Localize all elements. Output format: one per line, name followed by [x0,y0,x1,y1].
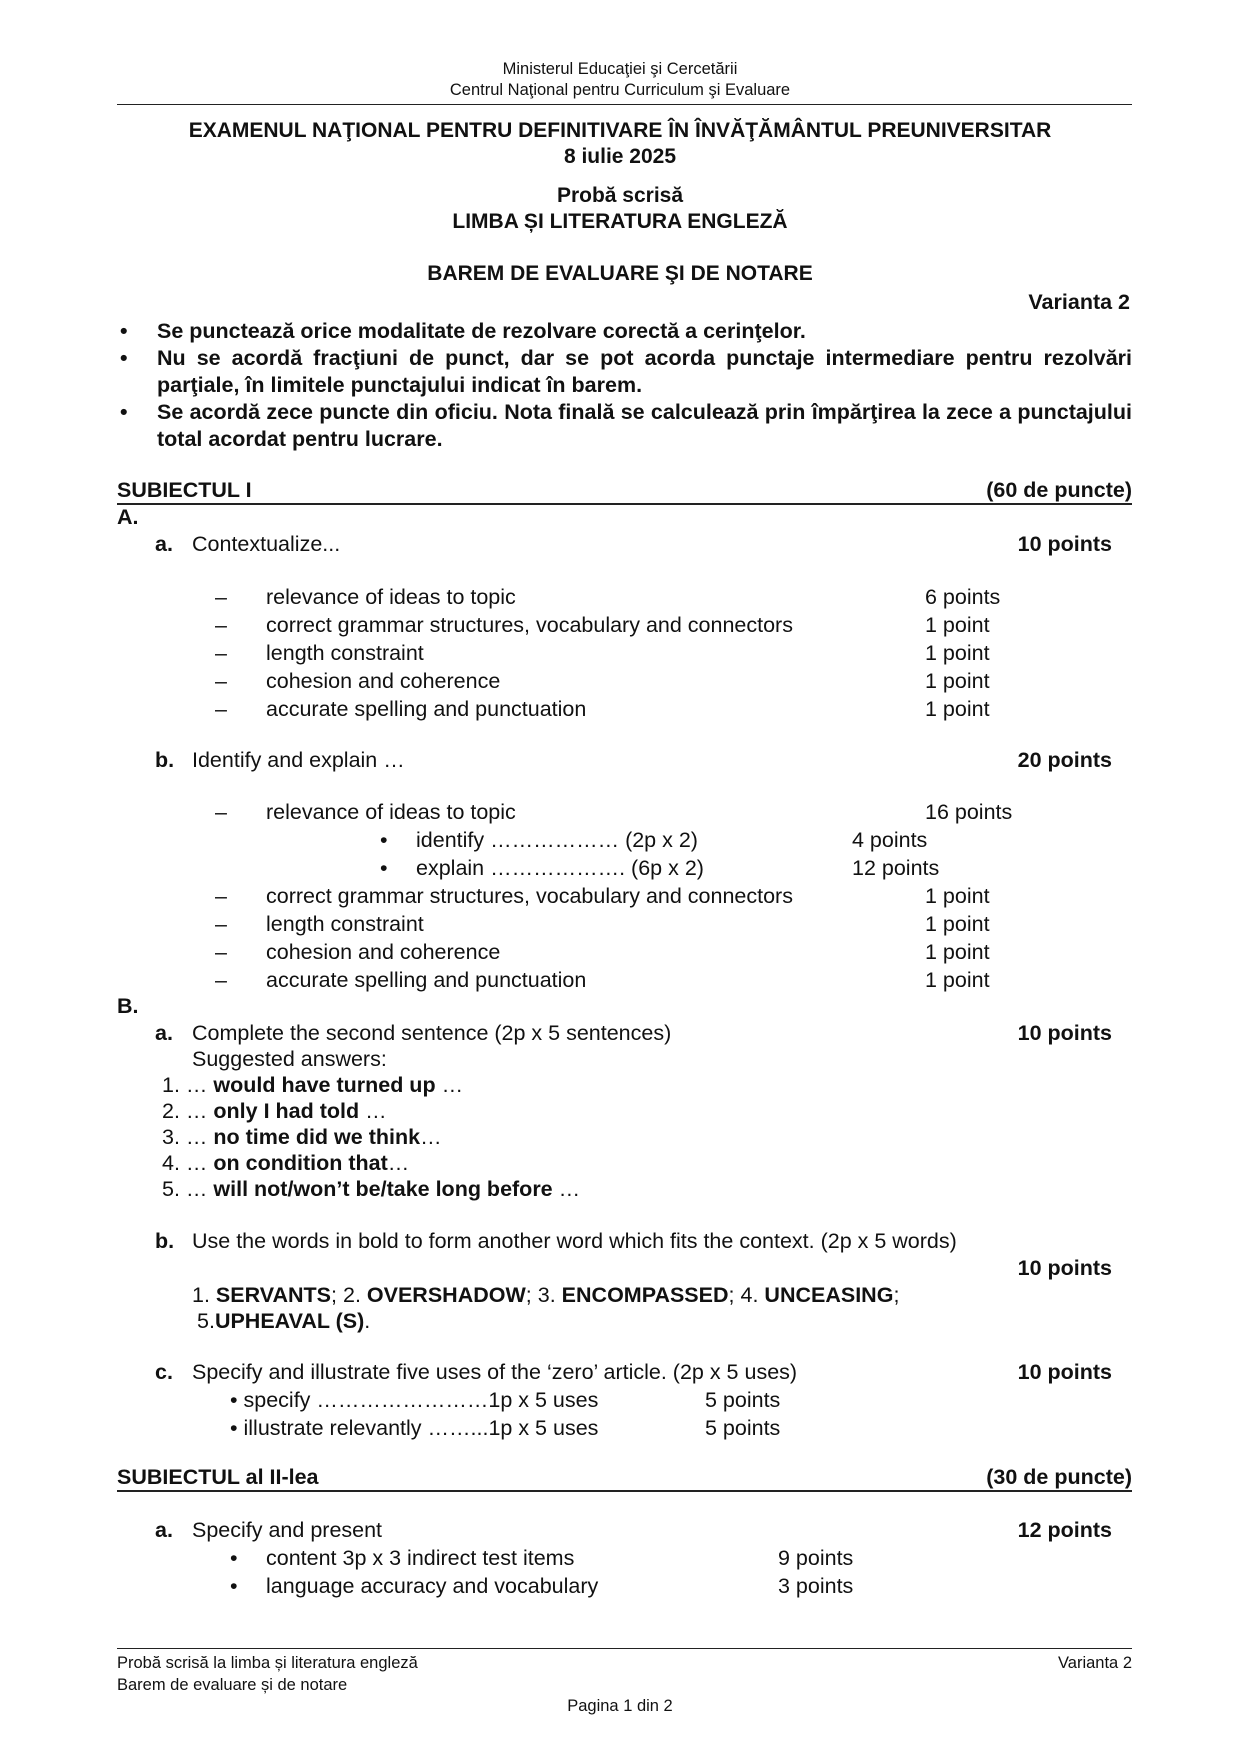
answer-number: 2. [162,1099,180,1123]
answer-ellipsis: … [185,1177,208,1201]
answer-ellipsis: … [185,1073,208,1097]
criterion-points: 1 point [925,940,990,964]
word-list [192,1283,899,1308]
answer-text: will not/won’t be/take long before [213,1177,553,1201]
variant-label: Varianta 2 [1028,290,1130,314]
item-letter: a. [155,1021,173,1045]
item-points: 10 points [1017,1021,1112,1045]
subcriterion-points: 4 points [852,828,928,852]
item-letter: b. [155,1229,175,1253]
bullet-icon: • [380,828,388,852]
item-letter: b. [155,748,175,772]
bullet-icon: • [120,319,128,343]
answer-ellipsis: … [185,1099,208,1123]
item-points: 10 points [1017,532,1112,556]
dash-icon: – [215,800,227,824]
criterion-text: relevance of ideas to topic [266,585,516,609]
criterion-text: cohesion and coherence [266,940,501,964]
exam-date: 8 iulie 2025 [563,145,677,168]
criterion-text: correct grammar structures, vocabulary and connectors [266,613,793,637]
word-number: 3. [537,1283,556,1307]
subject-name: LIMBA ȘI LITERATURA ENGLEZĂ [452,210,788,233]
item-letter: c. [155,1360,173,1384]
item-points: 10 points [1017,1256,1112,1280]
answer-number: 1. [162,1073,180,1097]
answer-row [162,1177,580,1202]
answer-ellipsis: … [185,1125,208,1149]
subcriterion-points: 5 points [705,1388,781,1412]
test-type: Probă scrisă [556,184,684,207]
subcriterion-points: 3 points [778,1574,854,1598]
word-separator: ; [728,1283,735,1307]
subcriterion-text: explain ………………. (6p x 2) [416,856,704,880]
ministry-name: Ministerul Educaţiei şi Cercetării [502,60,738,78]
word-separator: . [364,1309,371,1333]
item-points: 12 points [1017,1518,1112,1542]
answer-text: on condition that [213,1151,388,1175]
footer-rule [117,1648,1132,1649]
section-b-label: B. [117,994,139,1018]
item-task: Specify and illustrate five uses of the ‘zero’ article. (2p x 5 uses) [192,1360,798,1384]
criterion-points: 16 points [925,800,1013,824]
word-answer: ENCOMPASSED [561,1283,729,1307]
rule-text: Se punctează orice modalitate de rezolvare corectă a cerinţelor. [157,319,806,343]
criterion-text: correct grammar structures, vocabulary and connectors [266,884,793,908]
answer-text: would have turned up [213,1073,436,1097]
item-letter: a. [155,532,173,556]
word-separator: ; [331,1283,337,1307]
item-task: Specify and present [192,1518,383,1542]
subject2-points: (30 de puncte) [986,1465,1132,1489]
item-task: Complete the second sentence (2p x 5 sentences) [192,1021,672,1045]
dash-icon: – [215,884,227,908]
criterion-points: 1 point [925,641,990,665]
dash-icon: – [215,968,227,992]
subcriterion-points: 5 points [705,1416,781,1440]
criterion-text: accurate spelling and punctuation [266,968,587,992]
subject1-rule [117,503,1132,505]
answer-ellipsis: … [185,1151,208,1175]
word-separator: ; [525,1283,532,1307]
dash-icon: – [215,940,227,964]
subcriterion-points: 9 points [778,1546,854,1570]
exam-title: EXAMENUL NAŢIONAL PENTRU DEFINITIVARE ÎN ÎNVĂŢĂMÂNTUL PREUNIVERSITAR [188,119,1052,142]
bullet-icon: • [120,346,128,370]
criterion-points: 1 point [925,912,990,936]
dash-icon: – [215,912,227,936]
item-points: 10 points [1017,1360,1112,1384]
section-a-label: A. [117,505,139,529]
answer-text: only I had told [213,1099,360,1123]
dash-icon: – [215,641,227,665]
answer-number: 4. [162,1151,180,1175]
dash-icon: – [215,669,227,693]
bullet-icon: • [230,1546,238,1570]
rule-text: Se acordă zece puncte din oficiu. Nota finală se calculează prin împărţirea la zece a punctajului total acordat pentru lucrare. [157,400,1132,451]
rule-text: Nu se acordă fracţiuni de punct, dar se pot acorda punctaje intermediare pentru rezolvări parţiale, în limitele punctajului indicat în barem. [157,346,1132,397]
criterion-points: 1 point [925,669,990,693]
subcriterion-text: • illustrate relevantly ……...1p x 5 uses [230,1416,599,1440]
answer-ellipsis: … [365,1099,387,1123]
item-task: Use the words in bold to form another word which fits the context. (2p x 5 words) [192,1229,957,1253]
footer-variant: Varianta 2 [1058,1654,1132,1672]
header-rule [117,104,1132,105]
answer-ellipsis: … [387,1151,410,1175]
word-number: 1. [192,1283,210,1307]
criterion-text: length constraint [266,641,424,665]
item-letter: a. [155,1518,173,1542]
word-separator: ; [893,1283,900,1307]
word-answer: OVERSHADOW [366,1283,526,1307]
answer-ellipsis: … [558,1177,581,1201]
criterion-text: length constraint [266,912,424,936]
subject2-title: SUBIECTUL al II-lea [117,1465,319,1489]
rule-2 [120,345,1132,399]
answer-row [162,1099,387,1124]
word-number: 4. [740,1283,759,1307]
bullet-icon: • [120,400,128,424]
word-answer: UPHEAVAL (S) [214,1309,365,1333]
word-answer: SERVANTS [215,1283,332,1307]
subject1-title: SUBIECTUL I [117,478,252,502]
word-answer: UNCEASING [764,1283,894,1307]
answer-row [162,1125,442,1150]
dash-icon: – [215,697,227,721]
subject2-rule [117,1490,1132,1492]
item-task: Identify and explain … [192,748,405,772]
criterion-points: 6 points [925,585,1001,609]
bullet-icon: • [230,1574,238,1598]
dash-icon: – [215,613,227,637]
footer-left-line2: Barem de evaluare și de notare [117,1676,348,1694]
answer-row [162,1073,463,1098]
criterion-points: 1 point [925,613,990,637]
rule-1 [120,318,1132,345]
answer-text: no time did we think [213,1125,421,1149]
criterion-text: accurate spelling and punctuation [266,697,587,721]
word-number: 2. [342,1283,361,1307]
answer-number: 3. [162,1125,180,1149]
suggested-label: Suggested answers: [192,1047,387,1071]
criterion-points: 1 point [925,968,990,992]
word-number: 5. [197,1309,215,1333]
answer-ellipsis: … [420,1125,442,1149]
subcriterion-text: identify ……………… (2p x 2) [416,828,698,852]
subject1-points: (60 de puncte) [986,478,1132,502]
center-name: Centrul Naţional pentru Curriculum şi Evaluare [449,81,791,99]
bullet-icon: • [380,856,388,880]
footer-left-line1: Probă scrisă la limba și literatura engleză [117,1654,418,1672]
item-points: 20 points [1017,748,1112,772]
answer-number: 5. [162,1177,180,1201]
page-number: Pagina 1 din 2 [567,1697,673,1715]
criterion-points: 1 point [925,697,990,721]
item-task: Contextualize... [192,532,341,556]
subcriterion-text: content 3p x 3 indirect test items [266,1546,575,1570]
word-list [197,1309,370,1334]
criterion-text: cohesion and coherence [266,669,501,693]
answer-ellipsis: … [441,1073,464,1097]
subcriterion-points: 12 points [852,856,940,880]
subcriterion-text: language accuracy and vocabulary [266,1574,599,1598]
criterion-points: 1 point [925,884,990,908]
dash-icon: – [215,585,227,609]
doc-title: BAREM DE EVALUARE ŞI DE NOTARE [427,262,813,285]
rule-3 [120,399,1132,453]
answer-row [162,1151,409,1176]
subcriterion-text: • specify ……………………1p x 5 uses [230,1388,599,1412]
criterion-text: relevance of ideas to topic [266,800,516,824]
